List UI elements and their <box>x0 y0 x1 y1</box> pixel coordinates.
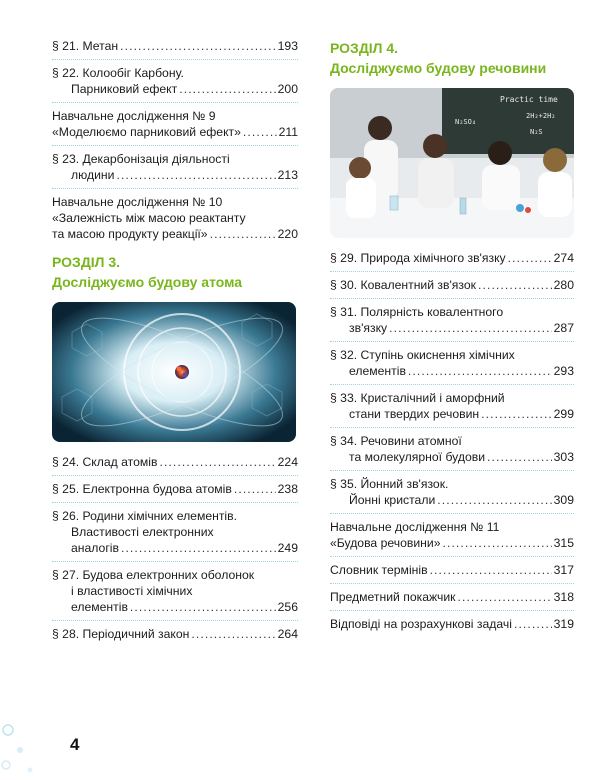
toc-entry-line <box>330 535 574 551</box>
toc-entry[interactable] <box>330 347 574 379</box>
toc-entry-line <box>330 406 574 422</box>
dot-leader <box>387 320 552 336</box>
toc-entry[interactable] <box>330 304 574 336</box>
toc-page-number: 220 <box>277 227 298 241</box>
toc-entry-text: § 33. Кристалічний і аморфний <box>330 391 505 405</box>
toc-entry[interactable] <box>52 481 298 497</box>
toc-entry[interactable] <box>330 476 574 508</box>
toc-entry-text: § 26. Родини хімічних елементів. <box>52 509 237 523</box>
toc-entry-line <box>52 481 298 497</box>
toc-entry-text: § 21. Метан <box>52 39 119 53</box>
entry-separator <box>330 513 574 514</box>
toc-entry-text: стани твердих речовин <box>349 407 480 421</box>
entry-separator <box>330 583 574 584</box>
toc-entry-text: Навчальне дослідження № 11 <box>330 520 500 534</box>
toc-entry-line <box>52 540 298 556</box>
entry-separator <box>52 59 298 60</box>
toc-entry-text: та молекулярної будови <box>349 450 486 464</box>
right-column <box>330 38 574 642</box>
toc-entry-line <box>330 562 574 578</box>
classroom-photo <box>330 88 574 238</box>
toc-entry-line <box>330 304 574 320</box>
toc-entry[interactable] <box>52 454 298 470</box>
toc-page-number: 303 <box>553 450 574 464</box>
toc-entry-text: і властивості хімічних <box>71 584 193 598</box>
toc-page-number: 211 <box>278 125 298 139</box>
toc-entry[interactable] <box>330 519 574 551</box>
toc-page-number: 309 <box>553 493 574 507</box>
toc-entry-text: § 24. Склад атомів <box>52 455 158 469</box>
board-text-2: 2H₂+2H₂ <box>526 112 556 120</box>
dot-leader <box>241 124 277 140</box>
toc-entry-line <box>330 492 574 508</box>
toc-entry-text: Парниковий ефект <box>71 82 178 96</box>
toc-entry-text: Словник термінів <box>330 563 428 577</box>
toc-entry-line <box>52 567 298 583</box>
toc-page-number: 319 <box>553 617 574 631</box>
toc-page-number: 213 <box>277 168 298 182</box>
page-number: 4 <box>70 735 80 754</box>
toc-entry-text: § 32. Ступінь окиснення хімічних <box>330 348 515 362</box>
toc-page-number: 299 <box>553 407 574 421</box>
entry-separator <box>330 610 574 611</box>
toc-entry-line <box>52 81 298 97</box>
toc-page-number: 293 <box>553 364 574 378</box>
toc-entry-text: Йонні кристали <box>349 493 436 507</box>
toc-entry-text: та масою продукту реакції» <box>52 227 208 241</box>
left-column <box>52 38 298 652</box>
toc-entry-line <box>52 38 298 54</box>
toc-entry-line <box>52 599 298 615</box>
toc-entry[interactable] <box>330 433 574 465</box>
toc-entry[interactable] <box>52 38 298 54</box>
toc-entry-text: елементів <box>71 600 128 614</box>
toc-entry-text: Відповіді на розрахункові задачі <box>330 617 512 631</box>
toc-entry[interactable] <box>52 508 298 556</box>
toc-entry-line <box>52 524 298 540</box>
toc-list-top <box>52 38 298 242</box>
toc-entry-line <box>52 454 298 470</box>
atom-illustration <box>52 302 296 442</box>
toc-page-number: 318 <box>553 590 574 604</box>
dot-leader <box>479 406 552 422</box>
toc-page-number: 193 <box>277 39 298 53</box>
entry-separator <box>52 620 298 621</box>
dot-leader <box>118 38 276 54</box>
toc-entry-line <box>52 583 298 599</box>
toc-entry[interactable] <box>330 277 574 293</box>
toc-entry-text: «Залежність між масою реактанту <box>52 211 246 225</box>
toc-page-number: 264 <box>277 627 298 641</box>
dot-leader <box>506 250 552 266</box>
toc-entry[interactable] <box>52 567 298 615</box>
toc-entry-line <box>330 250 574 266</box>
toc-page-number: 280 <box>553 278 574 292</box>
dot-leader <box>406 363 552 379</box>
section-4-heading[interactable] <box>330 38 574 78</box>
toc-entry-line <box>330 363 574 379</box>
dot-leader <box>512 616 552 632</box>
toc-entry-text: § 27. Будова електронних оболонок <box>52 568 255 582</box>
decorative-bubbles <box>0 690 60 780</box>
entry-separator <box>52 475 298 476</box>
toc-entry-line <box>330 476 574 492</box>
dot-leader <box>435 492 551 508</box>
toc-entry-text: аналогів <box>71 541 119 555</box>
toc-entry-line <box>52 108 298 124</box>
toc-entry-text: § 31. Полярність ковалентного <box>330 305 504 319</box>
toc-entry[interactable] <box>330 616 574 632</box>
entry-separator <box>330 298 574 299</box>
toc-entry-text: людини <box>71 168 115 182</box>
toc-page-number: 224 <box>277 455 298 469</box>
toc-page-number: 200 <box>277 82 298 96</box>
toc-entry-line <box>330 589 574 605</box>
toc-entry-text: § 28. Періодичний закон <box>52 627 190 641</box>
dot-leader <box>208 226 276 242</box>
dot-leader <box>114 167 275 183</box>
toc-entry-text: § 35. Йонний зв'язок. <box>330 477 449 491</box>
toc-entry-text: § 29. Природа хімічного зв'язку <box>330 251 506 265</box>
toc-entry-text: Предметний покажчик <box>330 590 456 604</box>
toc-entry[interactable] <box>330 390 574 422</box>
toc-entry[interactable] <box>330 562 574 578</box>
toc-entry-text: «Моделюємо парниковий ефект» <box>52 125 241 139</box>
toc-page-number: 256 <box>277 600 298 614</box>
board-text-1: Practic time <box>500 95 558 104</box>
toc-page-number: 317 <box>553 563 574 577</box>
entry-separator <box>330 341 574 342</box>
dot-leader <box>440 535 551 551</box>
toc-entry-text: Властивості електронних <box>71 525 214 539</box>
toc-page-number: 287 <box>553 321 574 335</box>
section-3-heading[interactable] <box>52 252 298 292</box>
dot-leader <box>456 589 552 605</box>
section-3-number: РОЗДІЛ 3. <box>52 254 121 270</box>
entry-separator <box>330 427 574 428</box>
toc-entry-line <box>52 194 298 210</box>
toc-entry-text: § 25. Електронна будова атомів <box>52 482 232 496</box>
toc-entry-text: Навчальне дослідження № 9 <box>52 109 216 123</box>
toc-list-right <box>330 250 574 632</box>
toc-page-number: 249 <box>277 541 298 555</box>
section-4-title: Досліджуємо будову речовини <box>330 60 547 76</box>
toc-entry-line <box>330 433 574 449</box>
entry-separator <box>330 470 574 471</box>
toc-entry-line <box>52 226 298 242</box>
toc-entry-line <box>52 626 298 642</box>
toc-entry-text: § 23. Декарбонізація діяльності <box>52 152 230 166</box>
toc-entry-text: Навчальне дослідження № 10 <box>52 195 223 209</box>
dot-leader <box>428 562 552 578</box>
toc-page-number: 238 <box>277 482 298 496</box>
toc-entry-line <box>330 616 574 632</box>
toc-entry-line <box>330 320 574 336</box>
toc-page-number: 274 <box>553 251 574 265</box>
toc-entry-line <box>52 124 298 140</box>
toc-list-bottom <box>52 454 298 642</box>
toc-entry[interactable] <box>52 194 298 242</box>
dot-leader <box>157 454 275 470</box>
section-4-number: РОЗДІЛ 4. <box>330 40 399 56</box>
toc-entry[interactable] <box>52 626 298 642</box>
toc-entry-line <box>52 167 298 183</box>
entry-separator <box>330 271 574 272</box>
entry-separator <box>52 145 298 146</box>
toc-entry-text: § 30. Ковалентний зв'язок <box>330 278 476 292</box>
entry-separator <box>330 556 574 557</box>
dot-leader <box>476 277 552 293</box>
toc-entry[interactable] <box>330 589 574 605</box>
toc-entry-line <box>52 65 298 81</box>
toc-entry-line <box>52 508 298 524</box>
toc-entry[interactable] <box>52 65 298 97</box>
toc-entry-line <box>330 347 574 363</box>
toc-entry-text: елементів <box>349 364 406 378</box>
toc-page-number: 315 <box>553 536 574 550</box>
dot-leader <box>232 481 276 497</box>
entry-separator <box>52 102 298 103</box>
toc-entry-text: § 22. Колообіг Карбону. <box>52 66 184 80</box>
toc-entry-line <box>330 449 574 465</box>
entry-separator <box>52 561 298 562</box>
toc-entry-line <box>330 519 574 535</box>
toc-entry-line <box>330 390 574 406</box>
toc-entry[interactable] <box>330 250 574 266</box>
dot-leader <box>189 626 275 642</box>
board-text-4: N₂S <box>530 128 543 136</box>
toc-entry[interactable] <box>52 108 298 140</box>
dot-leader <box>119 540 276 556</box>
toc-entry-text: § 34. Речовини атомної <box>330 434 462 448</box>
toc-entry-text: «Будова речовини» <box>330 536 441 550</box>
dot-leader <box>177 81 275 97</box>
entry-separator <box>52 502 298 503</box>
toc-entry-text: зв'язку <box>349 321 388 335</box>
board-text-3: N₂SO₄ <box>455 118 477 126</box>
entry-separator <box>330 384 574 385</box>
section-3-title: Досліджуємо будову атома <box>52 274 243 290</box>
toc-entry-line <box>52 210 298 226</box>
toc-entry-line <box>52 151 298 167</box>
toc-entry[interactable] <box>52 151 298 183</box>
dot-leader <box>485 449 552 465</box>
dot-leader <box>128 599 276 615</box>
entry-separator <box>52 188 298 189</box>
toc-entry-line <box>330 277 574 293</box>
